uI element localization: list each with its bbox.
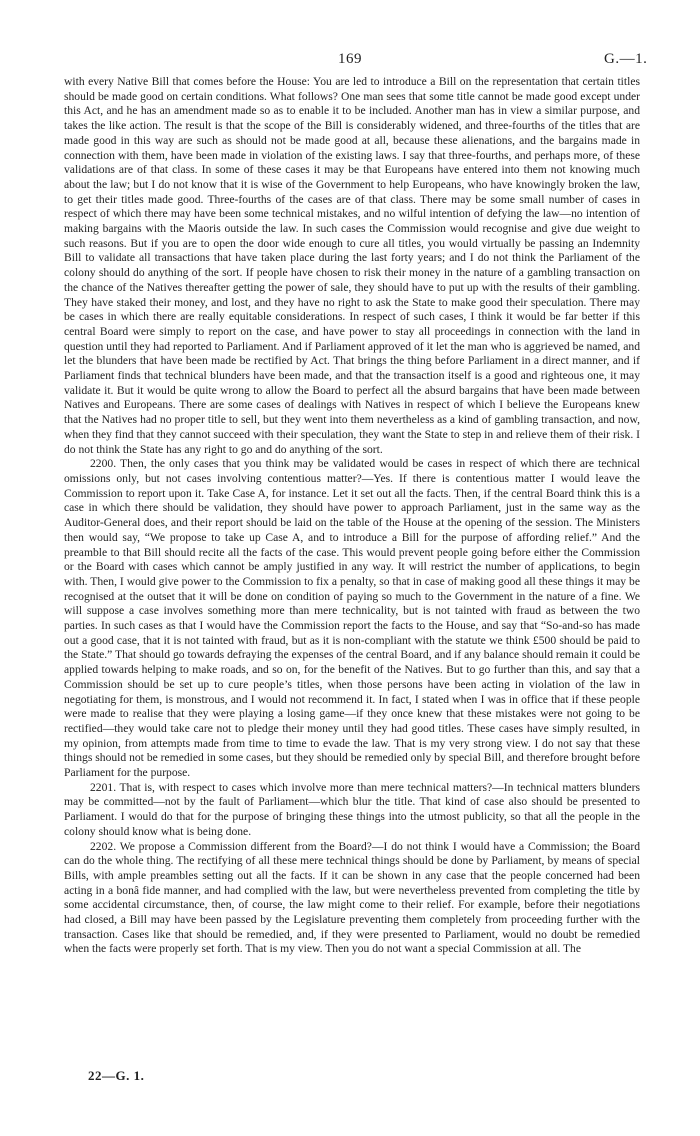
page-number: 169 — [338, 51, 362, 67]
signature-mark: 22—G. 1. — [88, 1068, 145, 1083]
paragraph-2200: 2200. Then, the only cases that you think may be validated would be cases in respect of which there are technical omissions only, but not cases involving contentious matter?—Yes. If there is contentious matter I would leave the Commission to report upon it. Take Case A, for instance. Let it set out all the facts. Then, if the central Board think this is a case in which there should be validation, they should have power to approach Parliament, just in the same way as the Auditor-General does, and their report should be laid on the table of the House at the opening of the session. The Ministers then would say, “We propose to take up Case A, and to introduce a Bill for the purpose of affording relief.” And the preamble to that Bill should recite all the facts of the case. This would prevent people going before either the Commission or the Board with cases which cannot be amply justified in any way. It will restrict the number of applications, to begin with. Then, I would give power to the Commission to fix a penalty, so that in case of making good all these things it may be recognised at the outset that it will be done on condition of paying so much to the Government in the nature of a fine. We will suppose a case involves something more than mere technicality, but is not tainted with fraud as between the two parties. In such cases as that I would have the Commission report the facts to the House, and say that “So-and-so has made out a good case, that it is not tainted with fraud, but as it is non-compliant with the statute we think £500 should be paid to the State.” That should go towards defraying the expenses of the central Board, and if any balance should remain it could be applied towards helping to make roads, and so on, for the benefit of the Natives. But to go further than this, and say that a Commission should be set up to cure people’s titles, when those persons have been acting in violation of the law in negotiating for them, is monstrous, and I would not recommend it. In fact, I stated when I was in office that if these people were made to realise that they were playing a losing game—if they once knew that these mistakes were not going to be rectified—they would take care not to pledge their money until they had good titles. These cases have simply resulted, in my opinion, from attempts made from time to time to evade the law. That is my very strong view. I do not say that these things should not be remedied in some cases, but they should be remedied only by special Bill, and therefore brought before Parliament for the purpose. — [64, 457, 640, 780]
document-reference: G.—1. — [604, 51, 648, 67]
paragraph-continuation: with every Native Bill that comes before the House: You are led to introduce a Bill on the representation that certain titles should be made good on certain conditions. What follows? One man sees that some title cannot be made good except under this Act, and he has an amendment made so as to enable it to be included. Another man has in view a similar purpose, and takes the like action. The result is that the scope of the Bill is considerably widened, and three-fourths of the titles that are made good in this way are such as should not be made good at all, because these alienations, and the bargains made in connection with them, have been made in violation of the existing laws. I say that three-fourths, and perhaps more, of these validations are of that class. In some of these cases it may be that Europeans have entered into them not knowing much about the law; but I do not know that it is wise of the Government to help Europeans, who have knowingly broken the law, to get their titles made good. Three-fourths of the cases are of that class. There may be some small number of cases in respect of which there may have been some technical mistakes, and no wilful intention of defying the law—no intention of making bargains with the Maoris outside the law. In such cases the Commission would recognise and give due weight to such reasons. But if you are to open the door wide enough to cure all titles, you would virtually be passing an Indemnity Bill to validate all transactions that have taken place during the last forty years; and I do not think the Parliament of the colony should do anything of the sort. If people have chosen to risk their money in the nature of a gambling transaction on the chance of the Natives thereafter getting the power of sale, they should have to put up with the results of their gambling. They have staked their money, and lost, and they have no right to ask the State to make good their speculation. There may be cases in which there are really equitable considerations. In respect of such cases, I think it would be far better if this central Board were simply to report on the case, and have power to stay all proceedings in connection with the land in question until they had reported to Parliament. And if Parliament approved of it let the man who is aggrieved be named, and let the blunders that have been made be rectified by Act. That brings the thing before Parliament in a direct manner, and if Parliament finds that technical blunders have been made, and that the transaction itself is a good and righteous one, it may validate it. But it would be quite wrong to allow the Board to perfect all the absurd bargains that have been made between Natives and Europeans. There are some cases of dealings with Natives in respect of which I believe the Europeans knew that the Natives had no proper title to sell, but they went into them nevertheless as a kind of gambling transaction, and now, when they find that they cannot succeed with their speculation, they want the State to step in and relieve them of their risk. I do not think the State has any right to go and do anything of the sort. — [64, 75, 640, 456]
body-text — [64, 75, 640, 957]
paragraph-2201: 2201. That is, with respect to cases which involve more than mere technical matters?—In technical matters blunders may be committed—not by the fault of Parliament—which blur the title. That kind of case also should be presented to Parliament. I would do that for the purpose of bringing these things into the utmost publicity, so that all the people in the colony should know what is being done. — [64, 780, 640, 838]
paragraph-2202: 2202. We propose a Commission different from the Board?—I do not think I would have a Commission; the Board can do the whole thing. The rectifying of all these mere technical things should be done by Parliament, by means of special Bills, with ample preambles setting out all the facts. If it can be shown in any case that the people concerned had been acting in a bonâ fide manner, and had complied with the law, but were nevertheless prevented from completing the title by some accidental circumstance, then, of course, the law might come to their relief. For example, before their negotiations had closed, a Bill may have been passed by the Legislature preventing them completely from proceeding further with the transaction. Cases like that should be remedied, and, if they were presented to Parliament, would no doubt be remedied when the facts were properly set forth. That is my view. Then you do not want a special Commission at all. The — [64, 839, 640, 956]
